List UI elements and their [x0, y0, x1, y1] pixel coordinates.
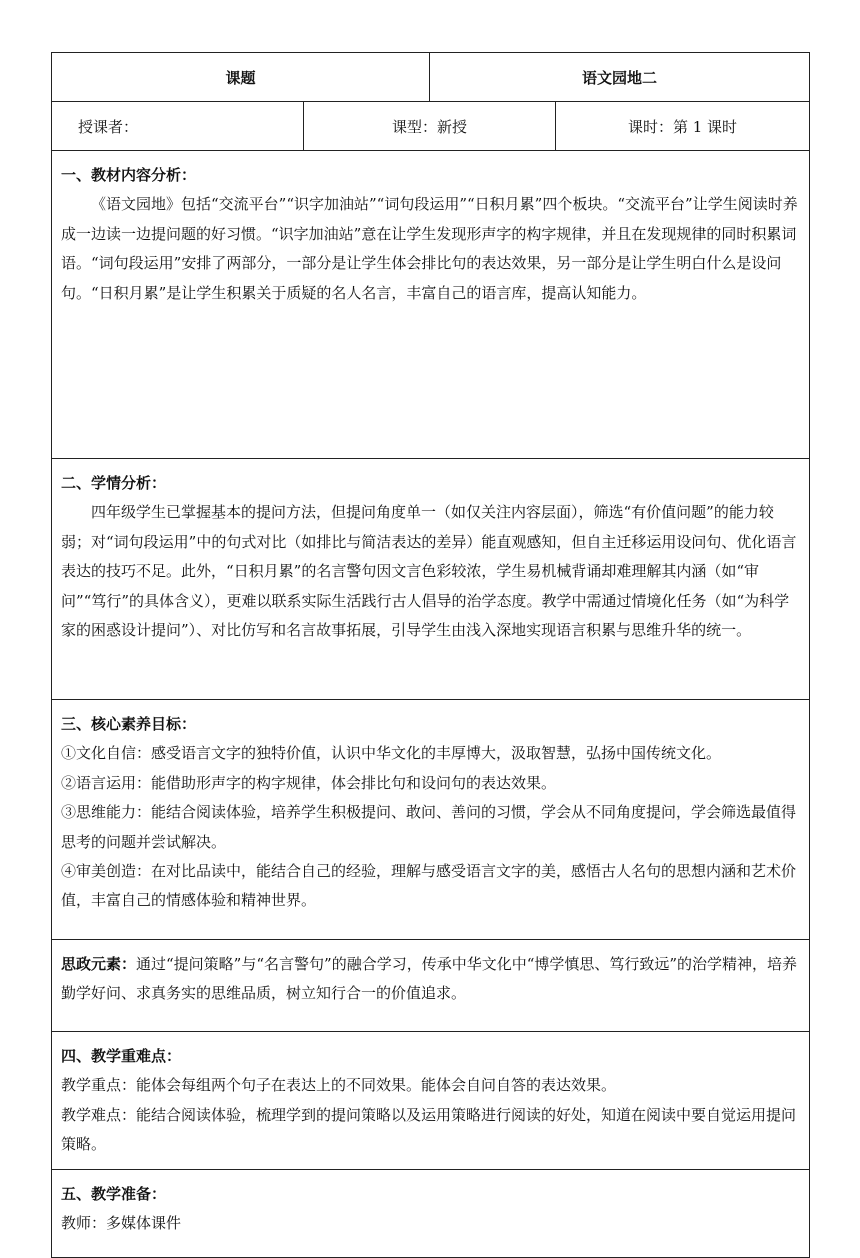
teacher-cell: 授课者： [52, 102, 304, 151]
info-row [52, 102, 810, 151]
section-analysis [52, 151, 810, 459]
goal-item: ②语言运用：能借助形声字的构字规律，体会排比句和设问句的表达效果。 [61, 773, 557, 792]
section-heading: 四、教学重难点： [61, 1047, 182, 1065]
section-heading: 思政元素： [61, 955, 137, 973]
key-point-item: 教学重点：能体会每组两个句子在表达上的不同效果。能体会自问自答的表达效果。 [61, 1076, 617, 1095]
lesson-type-cell: 课型：新授 [304, 102, 556, 151]
lesson-plan-sheet [51, 52, 809, 1258]
section-body: 四年级学生已掌握基本的提问方法，但提问角度单一（如仅关注内容层面），筛选“有价值问题”的能力较弱；对“词句段运用”中的句式对比（如排比与简洁表达的差异）能直观感知，但自主迁移运用设问句、优化语言表达的技巧不足。此外，“日积月累”的名言警句因文言色彩较浓，学生易机械背诵却难理解其内涵（如“审问”“笃行”的具体含义），更难以联系实际生活践行古人倡导的治学态度。教学中需通过情境化任务（如“为科学家的困惑设计提问”）、对比仿写和名言故事拓展，引导学生由浅入深地实现语言积累与思维升华的统一。 [61, 503, 797, 640]
title-row [52, 53, 810, 102]
section-body: 《语文园地》包括“交流平台”“识字加油站”“词句段运用”“日积月累”四个板块。“交流平台”让学生阅读时养成一边读一边提问题的好习惯。“识字加油站”意在让学生发现形声字的构字规律，并且在发现规律的同时积累词语。“词句段运用”安排了两部分，一部分是让学生体会排比句的表达效果，另一部分是让学生明白什么是设问句。“日积月累”是让学生积累关于质疑的名人名言，丰富自己的语言库，提高认知能力。 [61, 195, 798, 302]
goal-item: ④审美创造：在对比品读中，能结合自己的经验，理解与感受语言文字的美，感悟古人名句的思想内涵和艺术价值，丰富自己的情感体验和精神世界。 [61, 862, 797, 910]
section-students [52, 459, 810, 700]
goal-item: ①文化自信：感受语言文字的独特价值，认识中华文化的丰厚博大，汲取智慧，弘扬中国传统文化。 [61, 744, 722, 763]
topic-label: 课题 [52, 53, 430, 102]
section-preparation [52, 1169, 810, 1257]
section-goals [52, 700, 810, 940]
section-key-points [52, 1032, 810, 1170]
section-heading: 二、学情分析： [61, 474, 167, 492]
goal-item: ③思维能力：能结合阅读体验，培养学生积极提问、敢问、善问的习惯，学会从不同角度提问，学会筛选最值得思考的问题并尝试解决。 [61, 803, 797, 851]
section-body: 通过“提问策略”与“名言警句”的融合学习，传承中华文化中“博学慎思、笃行致远”的治学精神，培养勤学好问、求真务实的思维品质，树立知行合一的价值追求。 [61, 955, 798, 1003]
section-body: 教师：多媒体课件 [61, 1214, 182, 1233]
period-cell: 课时：第 1 课时 [556, 102, 810, 151]
lesson-plan-table [51, 52, 810, 1258]
topic-value: 语文园地二 [430, 53, 810, 102]
section-heading: 一、教材内容分析： [61, 166, 197, 184]
section-heading: 五、教学准备： [61, 1184, 167, 1203]
section-ideology [52, 940, 810, 1032]
key-point-item: 教学难点：能结合阅读体验，梳理学到的提问策略以及运用策略进行阅读的好处，知道在阅读中要自觉运用提问策略。 [61, 1105, 797, 1154]
section-heading: 三、核心素养目标： [61, 715, 197, 733]
